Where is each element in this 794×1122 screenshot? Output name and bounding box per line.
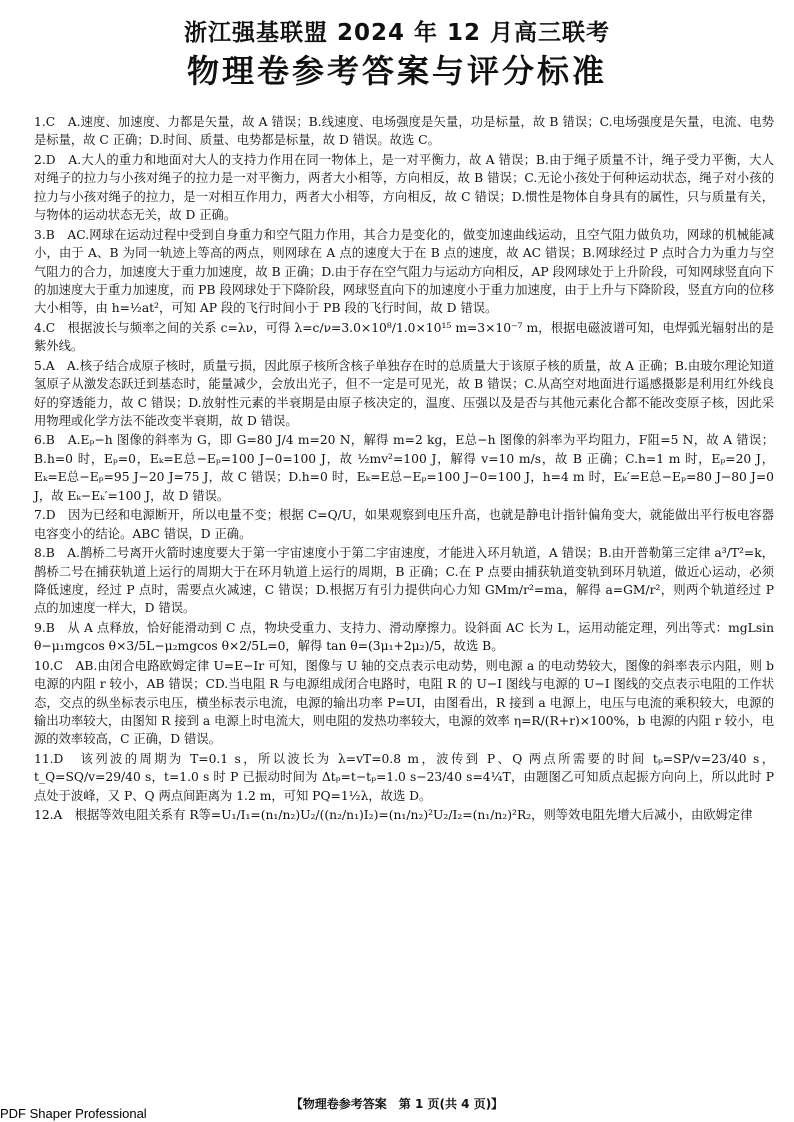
answer-item-1: 1.C A.速度、加速度、力都是矢量，故 A 错误；B.线速度、电场强度是矢量，功是标量，故 B 错误；C.电场强度是矢量，电流、电势是标量，故 C 正确；D.时间、质量、电势都是标量，故 D 错误。故选 C。 — [34, 115, 774, 148]
answer-item-4: 4.C 根据波长与频率之间的关系 c=λν，可得 λ=c/ν=3.0×10⁸/1.0×10¹⁵ m=3×10⁻⁷ m，根据电磁波谱可知，电焊弧光辐射出的是紫外线。 — [34, 320, 774, 354]
answer-item-6: 6.B A.Eₚ−h 图像的斜率为 G，即 G=80 J/4 m=20 N，解得 m=2 kg，E总−h 图像的斜率为平均阻力，F阻=5 N，故 A 错误；B.h=0 时，Eₚ=0，Eₖ=E总−Eₚ=100 J−0=100 J，故 ½mv²=100 J，解得 v=10 m/s，故 B 正确；C.h=1 m 时，Eₚ=20 J，Eₖ=E总−Eₚ=95 J−20 J=75 J，故 C 错误；D.h=0 时，Eₖ=E总−Eₚ=100 J−0=100 J，h=4 m 时，Eₖ′=E总−Eₚ=80 J−80 J=0 J，故 Eₖ−Eₖ′=100 J，故 D 错误。 — [34, 433, 774, 503]
answer-item-2: 2.D A.大人的重力和地面对大人的支持力作用在同一物体上，是一对平衡力，故 A 错误；B.由于绳子质量不计，绳子受力平衡，大人对绳子的拉力与小孩对绳子的拉力是一对平衡力，两者大小相等，方向相反，故 B 错误；C.无论小孩处于何种运动状态，绳子对小孩的拉力与小孩对绳子的拉力，是一对相互作用力，两者大小相等，方向相反，故 C 错误；D.惯性是物体自身具有的属性，只与质量有关，与物体的运动状态无关，故 D 正确。 — [34, 152, 774, 223]
answer-item-9: 9.B 从 A 点释放，恰好能滑动到 C 点，物块受重力、支持力、滑动摩擦力。设斜面 AC 长为 L，运用动能定理，列出等式：mgLsin θ−μ₁mgcos θ×3/5L−μ₂mgcos θ×2/5L=0，解得 tan θ=(3μ₁+2μ₂)/5，故选 B。 — [34, 620, 774, 654]
answer-body — [34, 113, 774, 825]
document-title: 物理卷参考答案与评分标准 — [186, 52, 607, 90]
answer-item-11: 11.D 该列波的周期为 T=0.1 s，所以波长为 λ=vT=0.8 m，波传到 P、Q 两点所需要的时间 tₚ=SP/v=23/40 s，t_Q=SQ/v=29/40 s，t=1.0 s 时 P 已振动时间为 Δtₚ=t−tₚ=1.0 s−23/40 s=4¼T，由题图乙可知质点起振方向向上，所以此时 P 点处于波峰，又 P、Q 两点间距离为 1.2 m，可知 PQ=1½λ，故选 D。 — [34, 751, 774, 803]
answer-item-5: 5.A A.核子结合成原子核时，质量亏损，因此原子核所含核子单独存在时的总质量大于该原子核的质量，故 A 正确；B.由玻尔理论知道氢原子从激发态跃迁到基态时，能量减少，会放出光子，但不一定是可见光，故 B 错误；C.从高空对地面进行遥感摄影是利用红外线良好的穿透能力，故 C 错误；D.放射性元素的半衰期是由原子核决定的，温度、压强以及是否与其他元素化合都不能改变原子核，因此采用物理或化学方法不能改变半衰期，故 D 错误。 — [34, 358, 774, 428]
answer-item-3: 3.B AC.网球在运动过程中受到自身重力和空气阻力作用，其合力是变化的，做变加速曲线运动，且空气阻力做负功，网球的机械能减小，由于 A、B 为同一轨迹上等高的两点，则网球在 A 点的速度大于在 B 点的速度，故 AC 错误；B.网球经过 P 点时合力为重力与空气阻力的合力，加速度大于重力加速度，故 B 正确；D.由于存在空气阻力与运动方向相反，AP 段网球处于上升阶段，可知网球竖直向下的加速度大于重力加速度，而 PB 段网球处于下降阶段，网球竖直向下的加速度小于重力加速度，由于上升与下降阶段，竖直方向的位移大小相等，由 h=½at²，可知 AP 段的飞行时间小于 PB 段的飞行时间，故 D 错误。 — [34, 227, 774, 316]
watermark-text: PDF Shaper Professional — [0, 1106, 147, 1121]
answer-item-12: 12.A 根据等效电阻关系有 R等=U₁/I₁=(n₁/n₂)U₂/((n₂/n₁)I₂)=(n₁/n₂)²U₂/I₂=(n₁/n₂)²R₂，则等效电阻先增大后减小，由欧姆定律 — [34, 808, 753, 823]
answer-item-10: 10.C AB.由闭合电路欧姆定律 U=E−Ir 可知，图像与 U 轴的交点表示电动势，则电源 a 的电动势较大，图像的斜率表示内阻，则 b 电源的内阻 r 较小，AB 错误；CD.当电阻 R 与电源组成闭合电路时，电阻 R 的 U−I 图线与电源的 U−I 图线的交点表示电阻的工作状态，交点的纵坐标表示电压，横坐标表示电流，电源的输出功率 P=UI，由图看出，R 接到 a 电源上，电压与电流的乘积较大，电源的输出功率较大，由图知 R 接到 a 电源上时电流大，则电阻的发热功率较大，电源的效率 η=R/(R+r)×100%，b 电源的内阻 r 较小，电源的效率较高，C 正确，D 错误。 — [34, 658, 774, 747]
answer-item-8: 8.B A.鹊桥二号离开火箭时速度要大于第一宇宙速度小于第二宇宙速度，才能进入环月轨道，A 错误；B.由开普勒第三定律 a³/T²=k，鹊桥二号在捕获轨道上运行的周期大于在环月轨道上运行的周期，B 正确；C.在 P 点要由捕获轨道变轨到环月轨道，做近心运动，必须降低速度，经过 P 点时，需要点火减速，C 错误；D.根据万有引力提供向心力知 GMm/r²=ma，解得 a=GM/r²，则两个轨道经过 P 点的加速度一样大，D 错误。 — [34, 546, 774, 616]
page-footer: 【物理卷参考答案 第 1 页(共 4 页)】 — [290, 1097, 504, 1111]
answer-item-7: 7.D 因为已经和电源断开，所以电量不变；根据 C=Q/U，如果观察到电压升高，也就是静电计指针偏角变大，就能做出平行板电容器电容变小的结论。ABC 错误，D 正确。 — [34, 508, 774, 541]
exam-title: 浙江强基联盟 2024 年 12 月高三联考 — [183, 20, 611, 46]
